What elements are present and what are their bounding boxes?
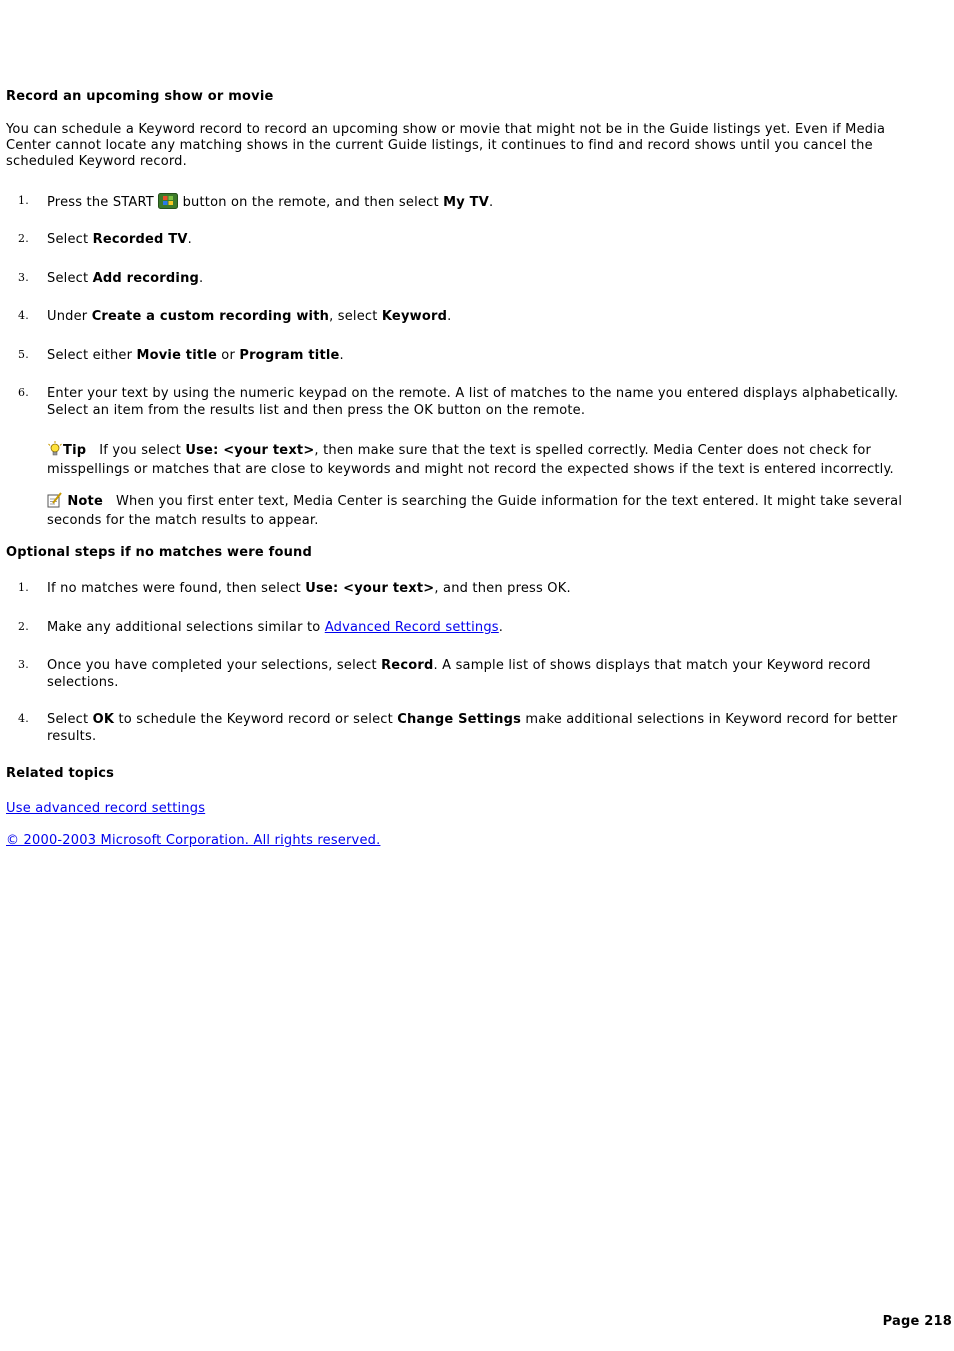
related-topics-title: Related topics	[6, 766, 115, 781]
copyright-link[interactable]: © 2000-2003 Microsoft Corporation. All rights reserved.	[6, 833, 381, 848]
intro-paragraph: You can schedule a Keyword record to record an upcoming show or movie that might not be in the Guide listings yet. Even if Media Center cannot locate any matching shows in the current Guide listings, it continues to find and record shows until you cancel the scheduled Keyword record.	[6, 122, 886, 169]
notepad-icon	[47, 492, 63, 513]
section-title: Optional steps if no matches were found	[6, 545, 313, 560]
document-page: Record an upcoming show or movie You can schedule a Keyword record to record an upcoming show or movie that might not be in the Guide listings yet. Even if Media Center cannot locate any matching shows in the current Guide listings, it continues to find and record shows until you cancel the scheduled Keyword record. 1. Press the START button on the remote, and then select My TV. 2. Select Recorded TV. 3. Select Add recording. 4. Under Create a custom recording with, select Keyword. 5. Select either Movie title or Program title. 6. Enter your text by using the numeric keypad on the remote. A list of matches to the name you entered displays alphabetically. Select an item from the results list and then press the OK button on the remote. Tip If you select Use: <your text>, then make sure that the text is spelled correctly. Media Center does not check for misspellings or matches that are close to keywords and might not record the expected shows if the text is entered incorrectly. Note When you first enter text, Media Center is searching the Guide information for the text entered. It might take several seconds for the match results to appear. Optional steps if no matches were found 1. If no matches were found, then select Use: <your text>, and then press OK. 2. Make any additional selections similar to Advanced Record settings. 3. Once you have completed your selections, select Record. A sample list of shows displays that match your Keyword record selections. 4. Select OK to schedule the Keyword record or select Change Settings make additional selections in Keyword record for better results. Related topics Use advanced record settings © 2000-2003 Microsoft Corporation. All rights reserved. Page 218	[6, 89, 952, 1329]
windows-start-icon	[158, 193, 178, 214]
note-label: Note	[67, 494, 103, 509]
note-callout: Note When you first enter text, Media Center is searching the Guide information for the text entered. It might take several seconds for the match results to appear.	[47, 494, 903, 528]
page-number: Page 218	[882, 1314, 952, 1329]
section-title: Record an upcoming show or movie	[6, 89, 274, 104]
tip-label: Tip	[63, 443, 87, 458]
use-advanced-record-settings-link[interactable]: Use advanced record settings	[6, 801, 206, 816]
tip-callout: Tip If you select Use: <your text>, then make sure that the text is spelled correctly. Media Center does not check for misspellings or matches that are close to keywords and might not record the expected shows if the text is entered incorrectly.	[47, 443, 894, 477]
advanced-record-settings-link[interactable]: Advanced Record settings	[324, 620, 499, 635]
lightbulb-icon	[47, 441, 63, 462]
